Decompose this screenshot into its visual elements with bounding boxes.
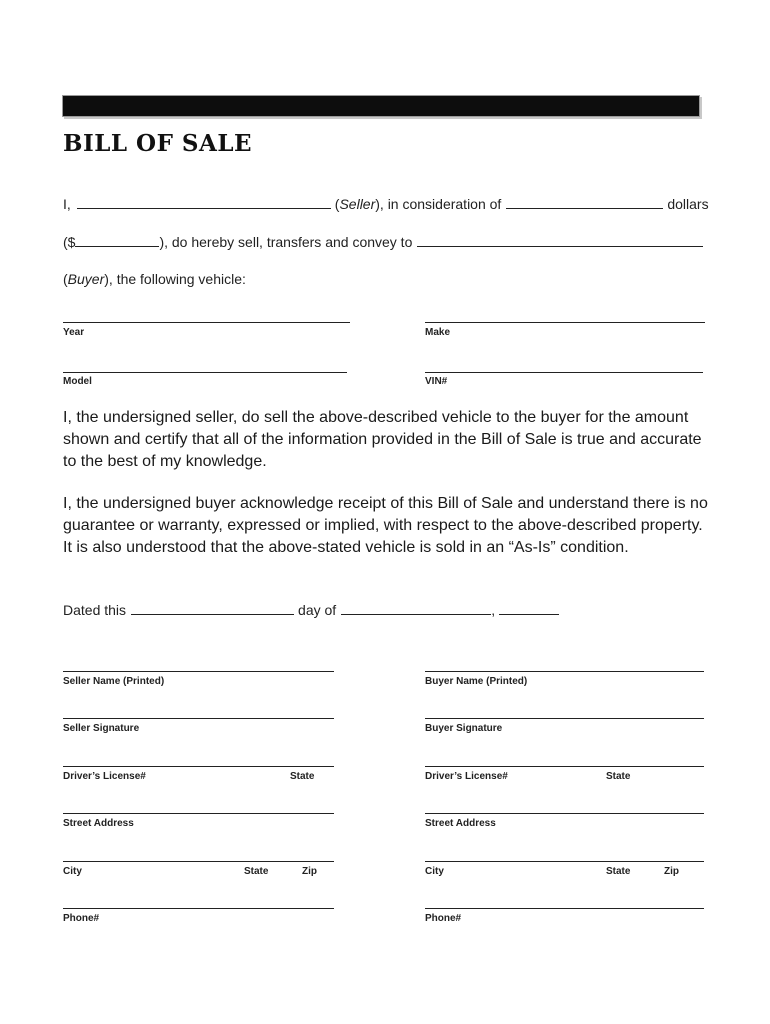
dated-year-input[interactable] bbox=[499, 601, 559, 615]
document-title: BILL OF SALE bbox=[63, 130, 253, 157]
dated-month-input[interactable] bbox=[341, 601, 491, 615]
seller-certification-paragraph: I, the undersigned seller, do sell the above-described vehicle to the buyer for the amount shown and certify that all of the information provided in the Bill of Sale is true and accurate to the best of my knowledge. bbox=[63, 409, 702, 470]
buyer-role-label: Buyer bbox=[67, 271, 105, 287]
year-field-line[interactable] bbox=[63, 322, 350, 323]
dated-day-input[interactable] bbox=[131, 601, 294, 615]
seller-city-line[interactable] bbox=[63, 861, 334, 862]
seller-signature-label: Seller Signature bbox=[63, 723, 140, 734]
seller-street-label: Street Address bbox=[63, 818, 134, 829]
dollars-label: dollars bbox=[667, 196, 709, 212]
seller-name-line[interactable] bbox=[63, 671, 334, 672]
amount-number-input[interactable] bbox=[75, 233, 159, 247]
buyer-acknowledgement-paragraph: I, the undersigned buyer acknowledge receipt of this Bill of Sale and understand there is no guarantee or warranty, expressed or implied, with respect to the above-described property. It is also understood that the above-stated vehicle is sold in an “As-Is” condition. bbox=[63, 495, 708, 556]
line3-suffix: ), the following vehicle: bbox=[104, 271, 246, 287]
seller-name-input[interactable] bbox=[77, 195, 331, 209]
model-field-line[interactable] bbox=[63, 372, 347, 373]
seller-license-line[interactable] bbox=[63, 766, 334, 767]
seller-city-label: City bbox=[63, 866, 82, 877]
line1-middle: ), in consideration of bbox=[375, 196, 502, 212]
seller-phone-label: Phone# bbox=[63, 913, 100, 924]
seller-consideration-line: I, ( Seller ), in consideration of dollars bbox=[63, 196, 709, 212]
seller-signature-line[interactable] bbox=[63, 718, 334, 719]
buyer-phone-line[interactable] bbox=[425, 908, 704, 909]
seller-license-label: Driver’s License# bbox=[63, 771, 146, 782]
seller-phone-line[interactable] bbox=[63, 908, 334, 909]
buyer-city-label: City bbox=[425, 866, 444, 877]
vin-field-line[interactable] bbox=[425, 372, 703, 373]
dated-comma: , bbox=[491, 602, 496, 618]
day-of-label: day of bbox=[298, 602, 337, 618]
buyer-vehicle-line: ( Buyer ), the following vehicle: bbox=[63, 271, 246, 287]
buyer-signature-label: Buyer Signature bbox=[425, 723, 503, 734]
line2-prefix: ($ bbox=[63, 234, 76, 250]
seller-license-state-label: State bbox=[290, 771, 315, 782]
buyer-name-line[interactable] bbox=[425, 671, 704, 672]
buyer-license-line[interactable] bbox=[425, 766, 704, 767]
buyer-city-line[interactable] bbox=[425, 861, 704, 862]
seller-zip-label: Zip bbox=[302, 866, 317, 877]
model-label: Model bbox=[63, 376, 92, 387]
buyer-name-input[interactable] bbox=[417, 233, 703, 247]
vin-label: VIN# bbox=[425, 376, 448, 387]
buyer-city-state-label: State bbox=[606, 866, 631, 877]
dated-line bbox=[63, 601, 559, 618]
buyer-street-label: Street Address bbox=[425, 818, 496, 829]
seller-name-label: Seller Name (Printed) bbox=[63, 676, 165, 687]
buyer-license-label: Driver’s License# bbox=[425, 771, 508, 782]
make-field-line[interactable] bbox=[425, 322, 705, 323]
line2-middle: ), do hereby sell, transfers and convey to bbox=[159, 234, 413, 250]
header-bar bbox=[62, 95, 700, 117]
line1-prefix: I, bbox=[63, 196, 71, 212]
amount-convey-line bbox=[63, 233, 703, 250]
buyer-license-state-label: State bbox=[606, 771, 631, 782]
seller-city-state-label: State bbox=[244, 866, 269, 877]
amount-words-input[interactable] bbox=[506, 195, 663, 209]
dated-prefix: Dated this bbox=[63, 602, 127, 618]
buyer-phone-label: Phone# bbox=[425, 913, 462, 924]
seller-street-line[interactable] bbox=[63, 813, 334, 814]
make-label: Make bbox=[425, 327, 451, 338]
seller-role-label: Seller bbox=[339, 196, 376, 212]
buyer-signature-line[interactable] bbox=[425, 718, 704, 719]
buyer-name-label: Buyer Name (Printed) bbox=[425, 676, 528, 687]
buyer-street-line[interactable] bbox=[425, 813, 704, 814]
year-label: Year bbox=[63, 327, 85, 338]
buyer-zip-label: Zip bbox=[664, 866, 679, 877]
